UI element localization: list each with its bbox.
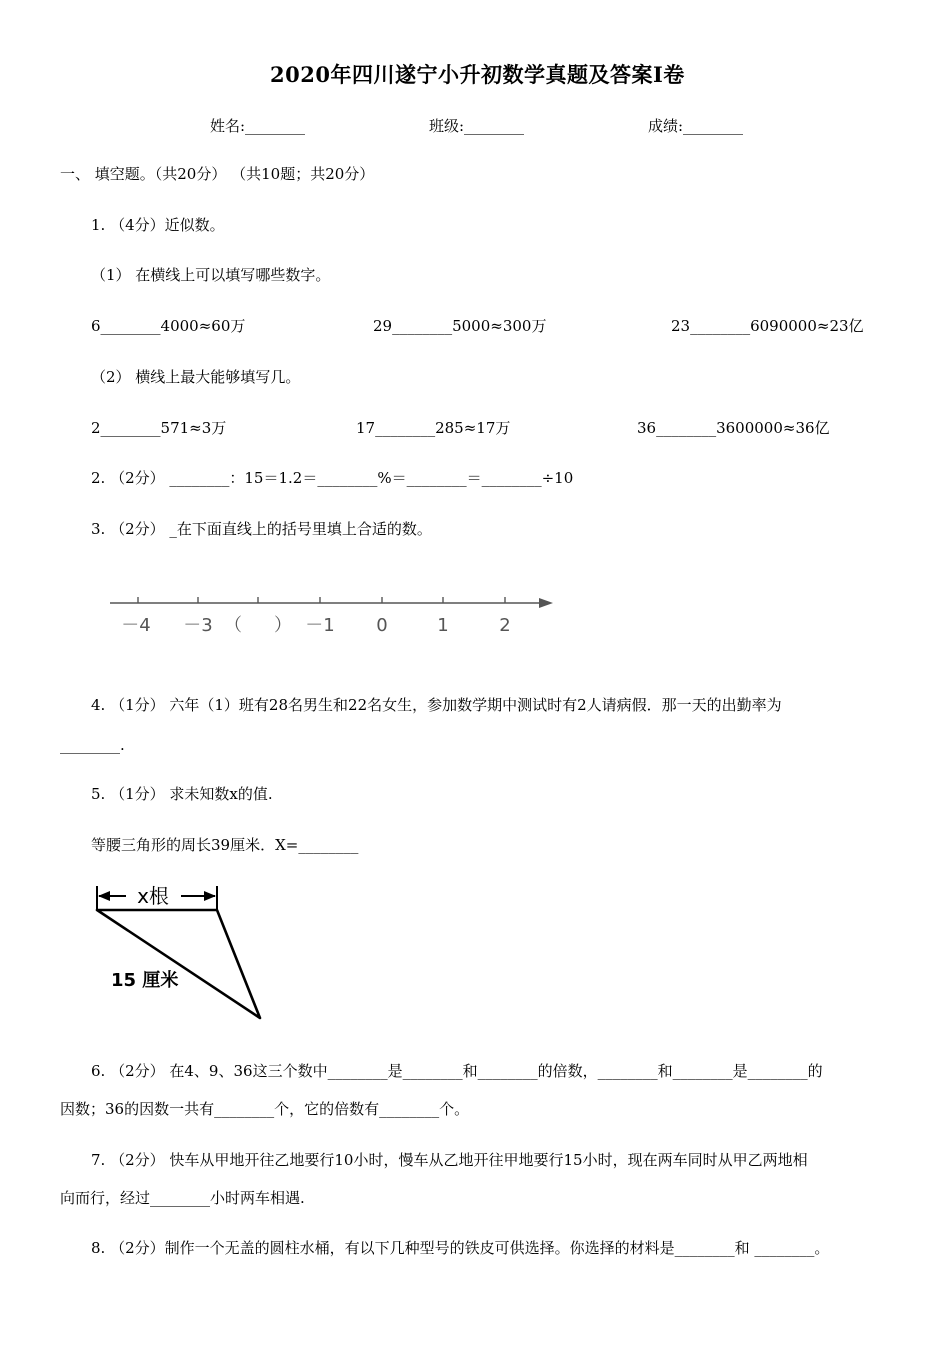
class-field: 班级:________ xyxy=(429,117,525,135)
number-line-label: 2 xyxy=(499,615,511,636)
isosceles-triangle xyxy=(97,910,260,1018)
q8-text: 8. （2分）制作一个无盖的圆柱水桶，有以下几种型号的铁皮可供选择。你选择的材料是________和 ________。 xyxy=(91,1239,830,1257)
score-field: 成绩:________ xyxy=(648,117,744,135)
q6-line2: 因数；36的因数一共有________个，它的倍数有________个。 xyxy=(60,1100,470,1118)
q4-line1: 4. （1分） 六年（1）班有28名男生和22名女生，参加数学期中测试时有2人请病假．那一天的出勤率为 xyxy=(91,696,782,714)
q6-line1: 6. （2分） 在4、9、36这三个数中________是________和________的倍数，________和________是________的 xyxy=(91,1062,823,1080)
number-line-label: 1 xyxy=(437,615,449,636)
q3-text: 3. （2分） _在下面直线上的括号里填上合适的数。 xyxy=(91,520,432,538)
top-side-label: x根 xyxy=(137,884,169,908)
number-line-label: ） xyxy=(274,615,292,636)
number-line-label: －1 xyxy=(305,615,335,636)
q1-part1-item: 23________6090000≈23亿 xyxy=(671,317,864,335)
q1-part2-item: 17________285≈17万 xyxy=(356,419,511,437)
q1-part1: （1） 在横线上可以填写哪些数字。 xyxy=(91,266,331,284)
number-line-label: 0 xyxy=(376,615,388,636)
number-line-figure xyxy=(100,585,560,645)
number-line-label: －3 xyxy=(183,615,213,636)
triangle-figure xyxy=(90,878,270,1028)
q5-subtext: 等腰三角形的周长39厘米．X=________ xyxy=(91,836,359,854)
arrow-left-icon xyxy=(98,891,110,901)
arrow-right-icon xyxy=(204,891,216,901)
q4-line2: ________. xyxy=(60,736,125,754)
q1-part2-item: 36________3600000≈36亿 xyxy=(637,419,830,437)
q5-text: 5. （1分） 求未知数x的值. xyxy=(91,785,273,803)
q2-text: 2. （2分） ________：15＝1.2＝________%＝________＝________÷10 xyxy=(91,469,574,487)
number-line-label: －4 xyxy=(121,615,151,636)
slant-side-label: 15 厘米 xyxy=(111,970,179,991)
q1-part1-item: 6________4000≈60万 xyxy=(91,317,246,335)
number-line-label: （ xyxy=(224,615,242,636)
name-field: 姓名:________ xyxy=(210,117,306,135)
q1-stem: 1. （4分）近似数。 xyxy=(91,216,225,234)
q7-line2: 向而行，经过________小时两车相遇. xyxy=(60,1189,305,1207)
number-line-arrow-icon xyxy=(539,598,553,608)
section-heading: 一、 填空题。（共20分） （共10题；共20分） xyxy=(60,165,375,183)
q7-line1: 7. （2分） 快车从甲地开往乙地要行10小时，慢车从乙地开往甲地要行15小时，现在两车同时从甲乙两地相 xyxy=(91,1151,808,1169)
q1-part2-item: 2________571≈3万 xyxy=(91,419,227,437)
page-title: 2020年四川遂宁小升初数学真题及答案Ⅰ卷 xyxy=(270,62,685,87)
q1-part2: （2） 横线上最大能够填写几。 xyxy=(91,368,301,386)
q1-part1-item: 29________5000≈300万 xyxy=(373,317,547,335)
